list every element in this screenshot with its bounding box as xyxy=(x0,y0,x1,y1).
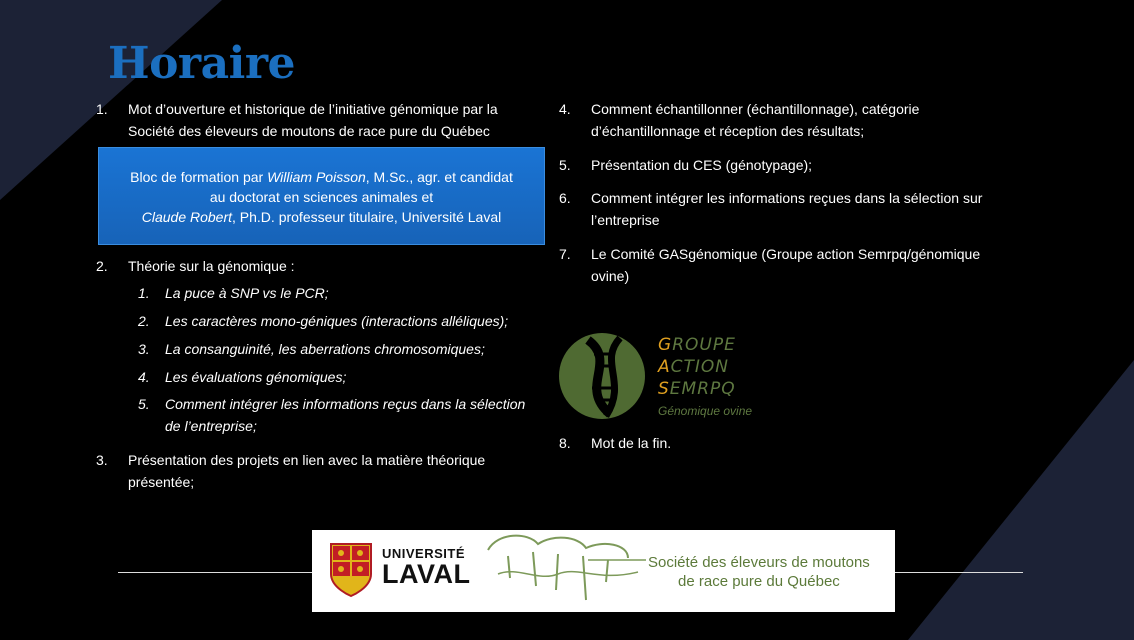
list-line: Société des éleveurs de moutons de race pure du Québec xyxy=(128,123,490,139)
divider-right xyxy=(895,572,1023,573)
list-number: 3. xyxy=(96,452,108,468)
divider-left xyxy=(118,572,312,573)
list-line: Mot d’ouverture et historique de l’initiative génomique par la xyxy=(128,101,498,117)
formation-box xyxy=(98,147,545,245)
gas-subtitle: Génomique ovine xyxy=(658,404,753,418)
list-number: 1. xyxy=(96,101,108,117)
laval-wordmark: UNIVERSITÉ LAVAL xyxy=(382,546,471,589)
footer-logos xyxy=(312,530,895,612)
list-line: Présentation des projets en lien avec la matière théorique xyxy=(128,452,486,468)
gas-wordmark: GROUPE ACTION SEMRPQ xyxy=(658,335,736,399)
list-number: 2. xyxy=(96,258,108,274)
laval-crest-icon xyxy=(329,542,373,598)
page-title: Horaire xyxy=(108,38,296,89)
list-line: Théorie sur la génomique : xyxy=(128,258,295,274)
slide: Horaire 1. Mot d’ouverture et historique de l’initiative génomique par la Société des éleveurs de moutons de race pure du Québec Bloc de formation par William Poisson, M.Sc., agr. et candidat au doctorat en sciences animales et Claude Robert, Ph.D. professeur titulaire, Université Laval 2. Théorie sur la génomique : 1. La puce à SNP vs le PCR; 2. Les caractères mono-géniques (interactions alléliques); 3. La consanguinité, les aberrations chromosomiques; 4. Les évaluations génomiques; 5. Comment intégrer les informations reçus dans la sélection de l’entreprise; 3. Présentation des projets en lien avec la matière théorique présentée; 4. Comment échantillonner (échantillonnage), catégorie d’échantillonnage et réception des résultats; 5. Présentation du CES (génotypage); 6. Comment intégrer les informations reçues dans la sélection sur l’entreprise 7. Le Comité GASgénomique (Groupe action Semrpq/génomique ovine) GROUPE ACTION SEMRPQ Génomique ovine 8. Mot de la fin. UNIVERSITÉ LAVAL Société des éleveurs de moutons de race pure du Québec xyxy=(0,0,1134,640)
society-name: Société des éleveurs de moutons de race pure du Québec xyxy=(648,554,870,590)
formation-line-2: au doctorat en sciences animales et xyxy=(209,189,434,205)
tree-logo-icon xyxy=(478,530,648,612)
gas-logo xyxy=(558,332,768,424)
list-line: présentée; xyxy=(128,474,195,490)
formation-line-1: Bloc de formation par William Poisson, M.Sc., agr. et candidat xyxy=(130,169,513,185)
formation-line-3: Claude Robert, Ph.D. professeur titulaire, Université Laval xyxy=(141,209,502,225)
dna-icon xyxy=(558,332,648,422)
